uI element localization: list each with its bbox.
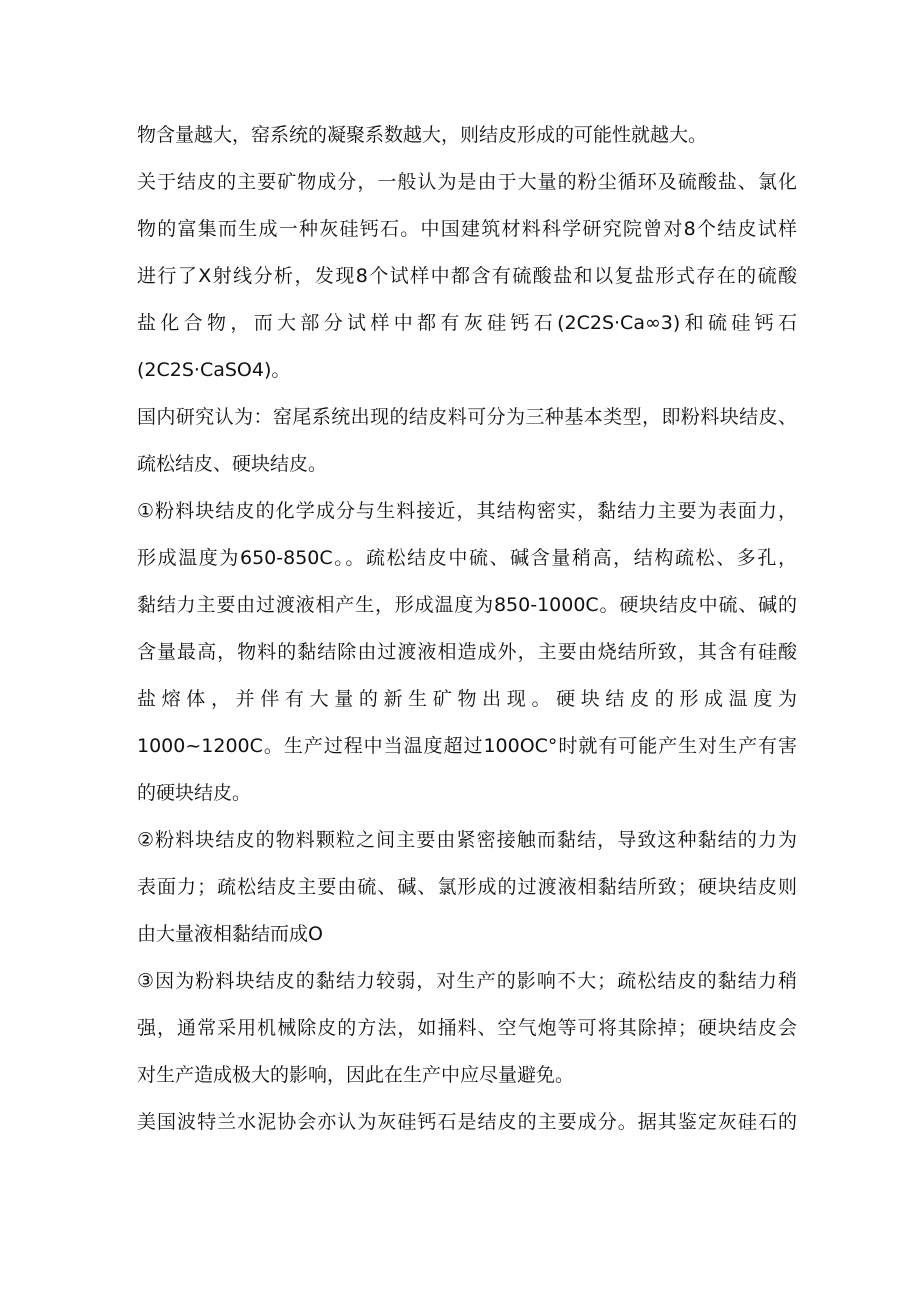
text-line-20: 强，通常采用机械除皮的方法，如捅料、空气炮等可将其除掉；硬块结皮会 (137, 1017, 797, 1039)
text-line-19: ③因为粉料块结皮的黏结力较弱，对生产的影响不大；疏松结皮的黏结力稍 (137, 970, 797, 992)
body-text (137, 112, 797, 1146)
text-line-10: 形成温度为650-850C。。疏松结皮中硫、碱含量稍高，结构疏松、多孔， (137, 547, 797, 569)
text-line-21: 对生产造成极大的影响，因此在生产中应尽量避免。 (137, 1064, 575, 1086)
text-line-3: 物的富集而生成一种灰硅钙石。中国建筑材料科学研究院曾对8个结皮试样 (137, 218, 797, 240)
text-line-4: 进行了X射线分析，发现8个试样中都含有硫酸盐和以复盐形式存在的硫酸 (137, 265, 797, 287)
text-line-1: 物含量越大，窑系统的凝聚系数越大，则结皮形成的可能性就越大。 (137, 124, 708, 146)
text-line-9: ①粉料块结皮的化学成分与生料接近，其结构密实，黏结力主要为表面力， (137, 500, 797, 522)
text-line-18: 由大量液相黏结而成O (137, 923, 323, 945)
text-line-17: 表面力；疏松结皮主要由硫、碱、氯形成的过渡液相黏结所致；硬块结皮则 (137, 876, 797, 898)
text-line-15: 的硬块结皮。 (137, 782, 252, 804)
text-line-11: 黏结力主要由过渡液相产生，形成温度为850-1000C。硬块结皮中硫、碱的 (137, 594, 797, 616)
text-line-14: 1000~1200C。生产过程中当温度超过100OC°时就有可能产生对生产有害 (137, 735, 797, 757)
text-line-16: ②粉料块结皮的物料颗粒之间主要由紧密接触而黏结，导致这种黏结的力为 (137, 829, 797, 851)
text-line-22: 美国波特兰水泥协会亦认为灰硅钙石是结皮的主要成分。据其鉴定灰硅石的 (137, 1111, 797, 1133)
text-line-2: 关于结皮的主要矿物成分，一般认为是由于大量的粉尘循环及硫酸盐、氯化 (137, 171, 797, 193)
text-line-7: 国内研究认为：窑尾系统出现的结皮料可分为三种基本类型，即粉料块结皮、 (137, 406, 797, 428)
text-line-12: 含量最高，物料的黏结除由过渡液相造成外，主要由烧结所致，其含有硅酸 (137, 641, 797, 663)
text-line-13: 盐熔体，并伴有大量的新生矿物出现。硬块结皮的形成温度为 (137, 688, 797, 710)
text-line-8: 疏松结皮、硬块结皮。 (137, 453, 328, 475)
text-line-5: 盐化合物，而大部分试样中都有灰硅钙石(2C2S·Ca∞3)和硫硅钙石 (137, 312, 797, 334)
text-line-6: (2C2S·CaSO4)。 (137, 359, 291, 381)
